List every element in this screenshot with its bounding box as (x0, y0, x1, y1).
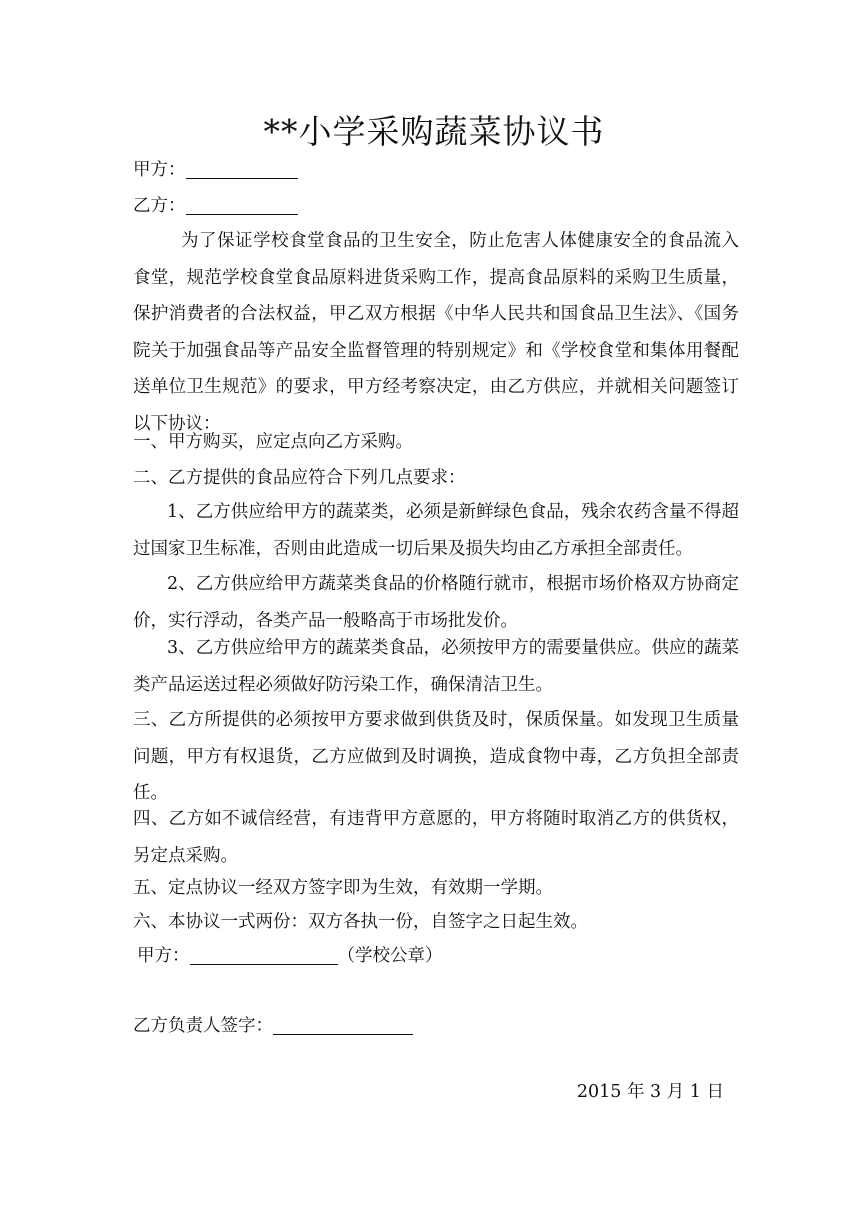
clause-2: 二、乙方提供的食品应符合下列几点要求： (133, 468, 466, 488)
signature-b-line (133, 1008, 743, 1044)
signature-b-blank (273, 1012, 413, 1035)
clause-2-item-2: 2、乙方供应给甲方蔬菜类食品的价格随行就市，根据市场价格双方协商定价，实行浮动，各类产品一般略高于市场批发价。 (133, 574, 739, 631)
intro-paragraph: 为了保证学校食堂食品的卫生安全，防止危害人体健康安全的食品流入食堂，规范学校食堂食品原料进货采购工作，提高食品原料的采购卫生质量，保护消费者的合法权益，甲乙双方根据《中华人民共和国食品卫生法》、《国务院关于加强食品等产品安全监督管理的特别规定》和《学校食堂和集体用餐配送单位卫生规范》的要求，甲方经考察决定，由乙方供应，并就相关问题签订以下协议： (133, 231, 739, 434)
party-b-line (133, 188, 743, 224)
clause-2-item-3: 3、乙方供应给甲方的蔬菜类食品，必须按甲方的需要量供应。供应的蔬菜类产品运送过程必须做好防污染工作，确保清洁卫生。 (133, 638, 739, 695)
clause-2-item-1: 1、乙方供应给甲方的蔬菜类，必须是新鲜绿色食品，残余农药含量不得超过国家卫生标准，否则由此造成一切后果及损失均由乙方承担全部责任。 (133, 502, 739, 559)
school-seal-note: （学校公章） (337, 946, 443, 966)
signature-b-label: 乙方负责人签字： (133, 1016, 273, 1036)
clause-6: 六、本协议一式两份：双方各执一份，自签字之日起生效。 (133, 912, 588, 932)
document-title: **小学采购蔬菜协议书 (263, 112, 605, 151)
clause-1: 一、甲方购买，应定点向乙方采购。 (133, 432, 413, 452)
party-b-blank (186, 192, 298, 215)
party-b-label: 乙方： (133, 196, 186, 216)
signature-a-line (137, 938, 747, 974)
party-a-blank (186, 156, 298, 179)
party-a-label: 甲方： (133, 160, 186, 180)
clause-4: 四、乙方如不诚信经营，有违背甲方意愿的，甲方将随时取消乙方的供货权，另定点采购。 (133, 809, 739, 866)
signature-a-blank (190, 942, 338, 965)
clause-3: 三、乙方所提供的必须按甲方要求做到供货及时，保质保量。如发现卫生质量问题，甲方有权退货，乙方应做到及时调换，造成食物中毒，乙方负担全部责任。 (133, 710, 739, 803)
clause-5: 五、定点协议一经双方签字即为生效，有效期一学期。 (133, 878, 553, 898)
party-a-line (133, 152, 743, 188)
signature-a-label: 甲方： (137, 946, 190, 966)
document-date: 2015 年 3 月 1 日 (576, 1082, 724, 1102)
